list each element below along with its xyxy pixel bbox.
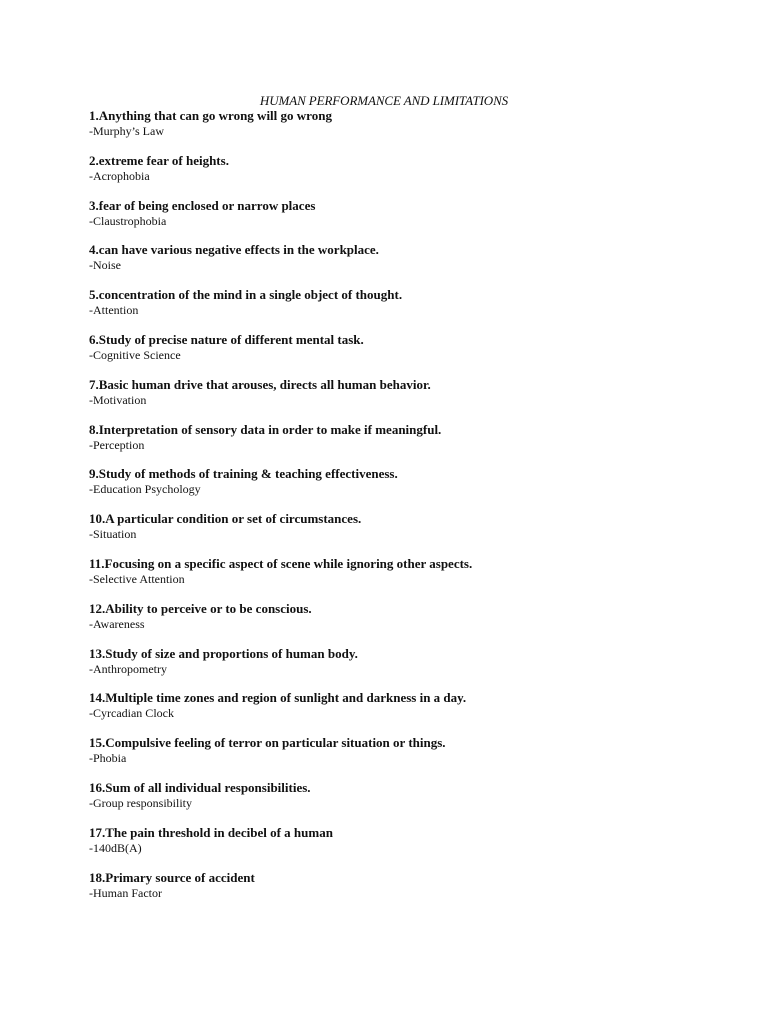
question-text: 17.The pain threshold in decibel of a human xyxy=(89,824,333,840)
question-text: 18.Primary source of accident xyxy=(89,869,255,885)
question-text: 7.Basic human drive that arouses, directs all human behavior. xyxy=(89,376,431,392)
question-text: 12.Ability to perceive or to be conscious. xyxy=(89,600,312,616)
answer-text: -Education Psychology xyxy=(89,482,201,497)
list-item xyxy=(89,198,729,243)
question-text: 10.A particular condition or set of circumstances. xyxy=(89,511,362,527)
answer-text: -Claustrophobia xyxy=(89,213,167,228)
answer-text: -Group responsibility xyxy=(89,795,192,810)
question-text: 16.Sum of all individual responsibilities. xyxy=(89,779,311,795)
list-item xyxy=(89,556,729,601)
answer-text: -Motivation xyxy=(89,392,147,407)
answer-text: -Attention xyxy=(89,303,139,318)
list-item xyxy=(89,780,729,825)
answer-text: -Anthropometry xyxy=(89,661,167,676)
list-item xyxy=(89,422,729,467)
list-item xyxy=(89,153,729,198)
list-item xyxy=(89,108,729,153)
answer-text: -Phobia xyxy=(89,751,127,766)
question-text: 5.concentration of the mind in a single object of thought. xyxy=(89,287,403,303)
answer-text: -Cognitive Science xyxy=(89,347,181,362)
question-text: 2.extreme fear of heights. xyxy=(89,152,229,168)
question-text: 14.Multiple time zones and region of sunlight and darkness in a day. xyxy=(89,690,467,706)
answer-text: -Awareness xyxy=(89,616,145,631)
question-text: 1.Anything that can go wrong will go wrong xyxy=(89,108,332,123)
answer-text: -Cyrcadian Clock xyxy=(89,706,174,721)
answer-text: -Perception xyxy=(89,437,145,452)
question-list xyxy=(89,108,729,914)
answer-text: -Situation xyxy=(89,527,137,542)
answer-text: -140dB(A) xyxy=(89,840,142,855)
list-item xyxy=(89,466,729,511)
question-text: 3.fear of being enclosed or narrow places xyxy=(89,197,316,213)
answer-text: -Acrophobia xyxy=(89,168,150,183)
question-text: 15.Compulsive feeling of terror on particular situation or things. xyxy=(89,735,446,751)
list-item xyxy=(89,601,729,646)
list-item xyxy=(89,377,729,422)
question-text: 6.Study of precise nature of different mental task. xyxy=(89,331,364,347)
question-text: 9.Study of methods of training & teaching effectiveness. xyxy=(89,466,398,482)
list-item xyxy=(89,242,729,287)
answer-text: -Noise xyxy=(89,258,121,273)
question-text: 4.can have various negative effects in the workplace. xyxy=(89,242,379,258)
answer-text: -Murphy’s Law xyxy=(89,124,164,138)
list-item xyxy=(89,870,729,915)
question-text: 11.Focusing on a specific aspect of scene while ignoring other aspects. xyxy=(89,555,473,571)
question-text: 13.Study of size and proportions of human body. xyxy=(89,645,358,661)
question-text: 8.Interpretation of sensory data in order to make if meaningful. xyxy=(89,421,442,437)
answer-text: -Selective Attention xyxy=(89,571,185,586)
list-item xyxy=(89,511,729,556)
list-item xyxy=(89,646,729,691)
list-item xyxy=(89,332,729,377)
document-title: HUMAN PERFORMANCE AND LIMITATIONS xyxy=(259,93,509,108)
list-item xyxy=(89,287,729,332)
list-item xyxy=(89,690,729,735)
list-item xyxy=(89,735,729,780)
answer-text: -Human Factor xyxy=(89,885,162,900)
list-item xyxy=(89,825,729,870)
